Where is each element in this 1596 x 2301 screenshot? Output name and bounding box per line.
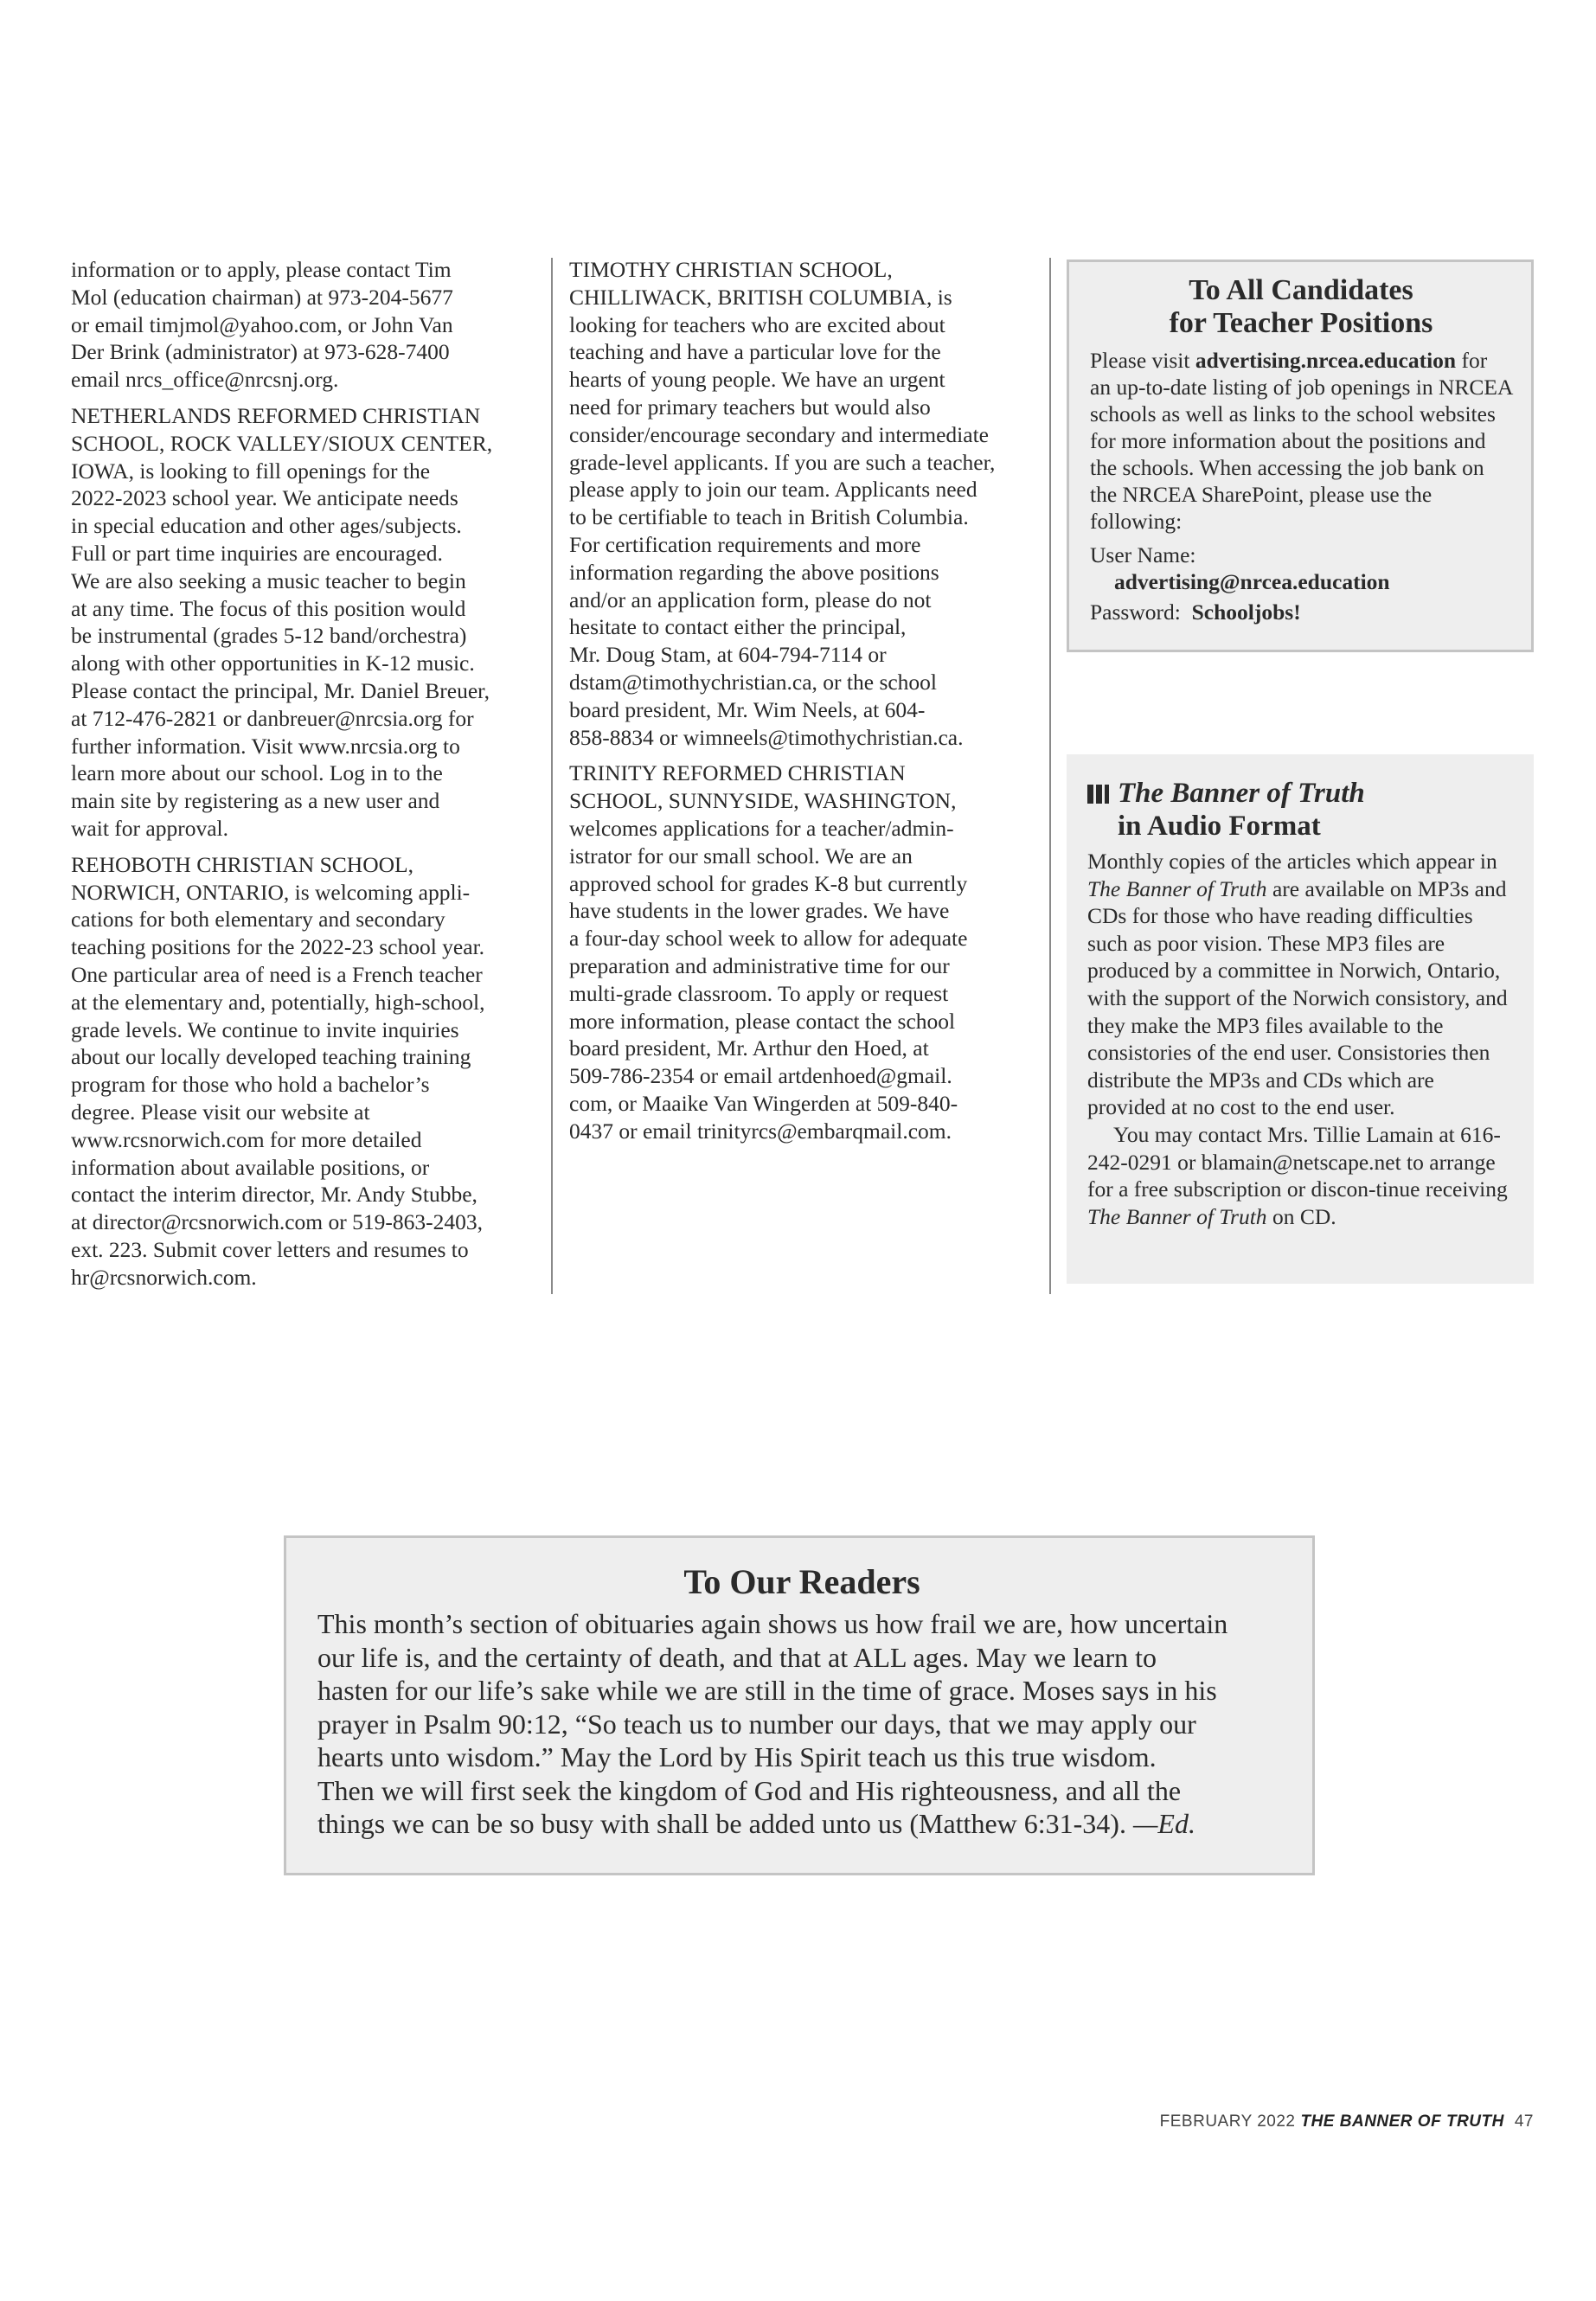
issue-date: FEBRUARY 2022 bbox=[1159, 2112, 1296, 2131]
candidates-instructions: Please visit advertising.nrcea.education for an up-to-date listing of job openings in NRCEA schools as well as links to the school websites for more information about the positions and the schools. When accessing the job bank on the NRCEA SharePoint, please use the following: bbox=[1090, 348, 1512, 534]
column-divider bbox=[551, 258, 553, 1294]
job-bank-site-link[interactable]: advertising.nrcea.education bbox=[1195, 348, 1457, 373]
paragraph-timothy-christian: TIMOTHY CHRISTIAN SCHOOL, CHILLIWACK, BRITISH COLUMBIA, is looking for teachers who are excited about teaching and have a particular love for the hearts of young people. We have an urgent need for primary teachers but would also consider/encourage secondary and intermediate grade-level applicants. If you are such a teacher, please apply to join our team. Applicants need to be certifiable to teach in British Columbia. For certification requirements and more information regarding the above positions and/or an application form, please do not hesitate to contact either the principal, Mr. Doug Stam, at 604-794-7114 or dstam@timothychristian.ca, or the school board president, Mr. Wim Neels, at 604- 858-8834 or wimneels@timothychristian.ca. bbox=[569, 257, 996, 750]
readers-box-title: To Our Readers bbox=[683, 1562, 920, 1601]
publication-name: THE BANNER OF TRUTH bbox=[1300, 2112, 1504, 2131]
audio-bars-icon bbox=[1087, 785, 1109, 804]
teacher-candidates-box bbox=[1067, 260, 1534, 652]
paragraph-rehoboth: REHOBOTH CHRISTIAN SCHOOL, NORWICH, ONTARIO, is welcoming appli- cations for both elementary and secondary teaching positions for the 2022-23 school year. One particular area of need is a French teacher at the elementary and, potentially, high-school, grade levels. We continue to invite inquiries about our locally developed teaching training program for those who hold a bachelor’s degree. Please visit our website at www.rcsnorwich.com for more detailed information about available positions, or contact the interim director, Mr. Andy Stubbe, at director@rcsnorwich.com or 519-863-2403, ext. 223. Submit cover letters and resumes to hr@rcsnorwich.com. bbox=[71, 851, 485, 1290]
password-row bbox=[1090, 599, 1512, 625]
column-divider bbox=[1049, 258, 1051, 1294]
username-row bbox=[1090, 542, 1512, 595]
paragraph-netherlands-reformed: NETHERLANDS REFORMED CHRISTIAN SCHOOL, ROCK VALLEY/SIOUX CENTER, IOWA, is looking to fill openings for the 2022-2023 school year. We anticipate needs in special education and other ages/subjects. Full or part time inquiries are encouraged. We are also seeking a music teacher to begin at any time. The focus of this position would be instrumental (grades 5-12 band/orchestra) along with other opportunities in K-12 music. Please contact the principal, Mr. Daniel Breuer, at 712-476-2821 or danbreuer@nrcsia.org for further information. Visit www.nrcsia.org to learn more about our school. Log in to the main site by registering as a new user and wait for approval. bbox=[71, 402, 493, 841]
editor-signature: —Ed. bbox=[1132, 1808, 1195, 1839]
username-label: User Name: bbox=[1090, 542, 1196, 567]
page-footer bbox=[1160, 2112, 1534, 2131]
password-value: Schooljobs! bbox=[1191, 599, 1301, 625]
audio-contact: You may contact Mrs. Tillie Lamain at 616-242-0291 or blamain@netscape.net to arrange for a free subscription or discon-tinue receiving The Banner of Truth on CD. bbox=[1087, 1121, 1508, 1229]
candidates-box-title: To All Candidates for Teacher Positions bbox=[1169, 274, 1433, 339]
username-value: advertising@nrcea.education bbox=[1114, 569, 1390, 594]
column-middle bbox=[569, 256, 1049, 1154]
paragraph-contact-continued: information or to apply, please contact Tim Mol (education chairman) at 973-204-5677 or email timjmol@yahoo.com, or John Van Der Brink (administrator) at 973-628-7400 email nrcs_office@nrcsnj.org. bbox=[71, 257, 453, 393]
audio-format-box bbox=[1067, 754, 1534, 1284]
audio-box-title: The Banner of Truth in Audio Format bbox=[1087, 777, 1516, 843]
page-number: 47 bbox=[1514, 2112, 1534, 2131]
to-our-readers-box bbox=[284, 1535, 1315, 1875]
paragraph-trinity-reformed: TRINITY REFORMED CHRISTIAN SCHOOL, SUNNYSIDE, WASHINGTON, welcomes applications for a teacher/admin- istrator for our small school. We are an approved school for grades K-8 but currently have students in the lower grades. We have a four-day school week to allow for adequate preparation and administrative time for our multi-grade classroom. To apply or request more information, please contact the school board president, Mr. Arthur den Hoed, at 509-786-2354 or email artdenhoed@gmail. com, or Maaike Van Wingerden at 509-840- 0437 or email trinityrcs@embarqmail.com. bbox=[569, 760, 968, 1144]
password-label: Password: bbox=[1090, 599, 1181, 625]
audio-description: Monthly copies of the articles which appear in The Banner of Truth are available on MP3s and CDs for those who have reading difficulties such as poor vision. These MP3 files are produced by a committee in Norwich, Ontario, with the support of the Norwich consistory, and they make the MP3 files available to the consistories of the end user. Consistories then distribute the MP3s and CDs which are provided at no cost to the end user. bbox=[1087, 849, 1508, 1120]
column-left bbox=[71, 256, 551, 1299]
readers-message: This month’s section of obituaries again shows us how frail we are, how uncertain our life is, and the certainty of death, and that at ALL ages. May we learn to hasten for our life’s sake while we are still in the time of grace. Moses says in his prayer in Psalm 90:12, “So teach us to number our days, that we may apply our hearts unto wisdom.” May the Lord by His Spirit teach us this true wisdom. Then we will first seek the kingdom of God and His righteousness, and all the things we can be so busy with shall be added unto us (Matthew 6:31-34). —Ed. bbox=[317, 1608, 1228, 1839]
